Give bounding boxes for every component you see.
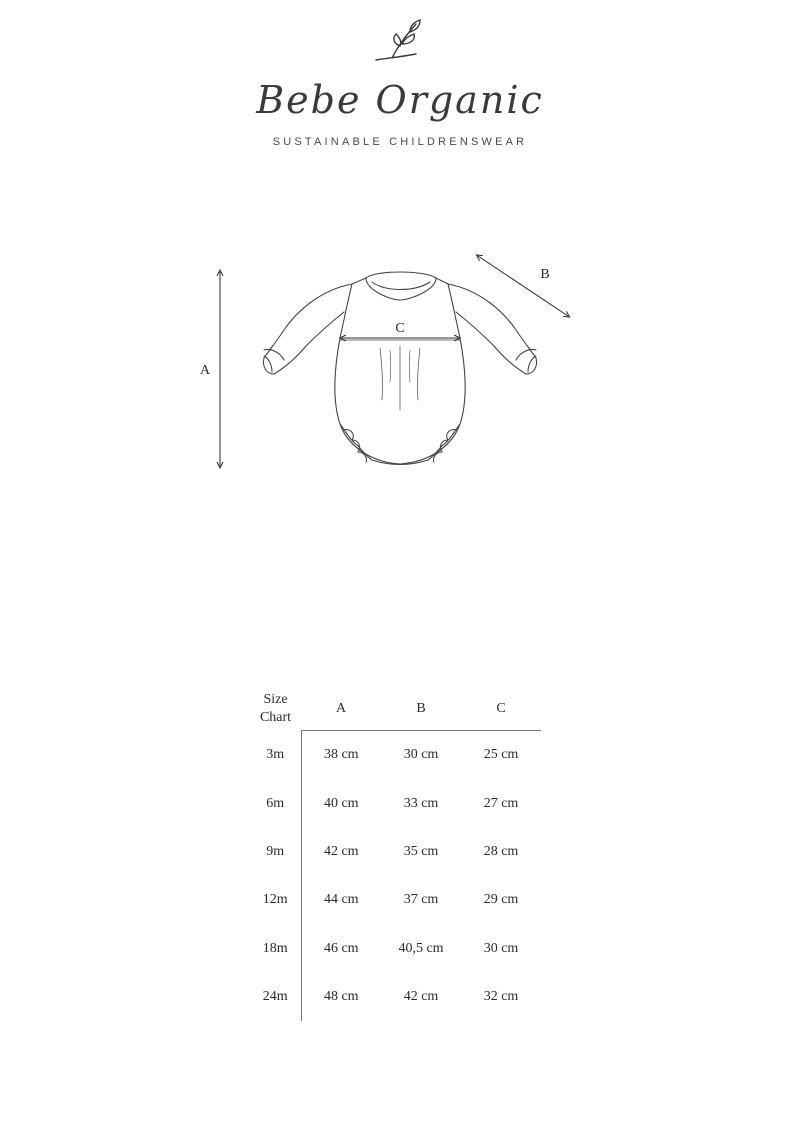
column-header-a: A [335, 701, 347, 716]
value-b-cell: 30 cm [381, 731, 461, 780]
value-b-cell: 37 cm [403, 892, 439, 908]
table-row [250, 876, 541, 924]
table-row [250, 779, 541, 827]
value-c-cell: 25 cm [461, 731, 541, 780]
value-b-cell: 33 cm [403, 795, 439, 811]
value-c-cell: 28 cm [483, 843, 519, 859]
size-chart-body [250, 731, 541, 1022]
value-a-cell: 48 cm [301, 973, 381, 1021]
measure-b-arrow [478, 256, 568, 316]
value-c-cell: 30 cm [483, 940, 519, 956]
leaf-branch-icon [370, 14, 430, 66]
size-cell: 24m [262, 989, 288, 1005]
label-a: A [199, 363, 211, 378]
brand-name: Bebe Organic [256, 78, 544, 122]
table-row [250, 731, 541, 780]
size-chart [250, 688, 541, 1021]
value-c-cell: 32 cm [483, 989, 519, 1005]
value-a-cell: 42 cm [301, 828, 381, 876]
column-header-b: B [416, 701, 426, 716]
table-row [250, 973, 541, 1021]
label-c: C [395, 321, 405, 336]
value-c-cell: 27 cm [483, 795, 519, 811]
size-cell: 9m [266, 843, 285, 859]
table-row [250, 925, 541, 973]
value-c-cell: 29 cm [483, 892, 519, 908]
header-chart: Chart [259, 710, 292, 726]
label-b: B [540, 267, 550, 282]
value-b-cell: 40,5 cm [398, 940, 444, 956]
value-a-cell: 40 cm [301, 779, 381, 827]
garment-diagram [0, 240, 800, 500]
size-cell: 12m [262, 892, 288, 908]
header-size: Size [263, 692, 288, 708]
value-a-cell: 38 cm [301, 731, 381, 780]
size-cell: 18m [262, 940, 288, 956]
value-a-cell: 44 cm [301, 876, 381, 924]
size-chart-header [250, 688, 301, 731]
size-cell: 6m [266, 795, 285, 811]
size-chart-table [250, 688, 541, 1021]
table-row [250, 828, 541, 876]
value-b-cell: 35 cm [403, 843, 439, 859]
value-b-cell: 42 cm [403, 989, 439, 1005]
size-cell: 3m [266, 746, 285, 762]
value-a-cell: 46 cm [301, 925, 381, 973]
column-header-c: C [496, 701, 506, 716]
brand-tagline: SUSTAINABLE CHILDRENSWEAR [272, 136, 528, 148]
